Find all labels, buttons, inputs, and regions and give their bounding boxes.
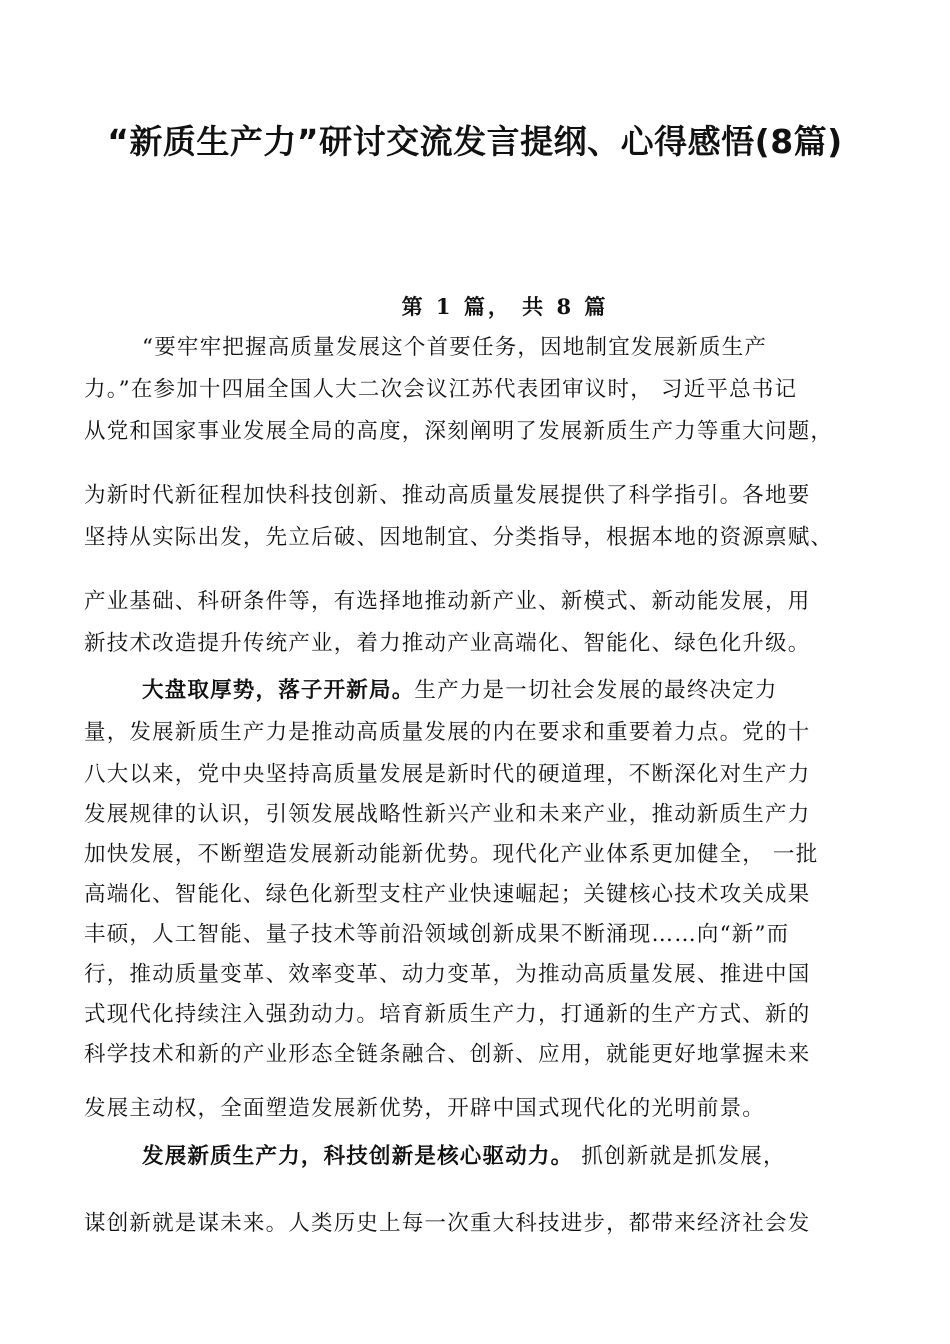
paragraph-lead-heading: 发展新质生产力，科技创新是核心驱动力。 — [142, 1144, 574, 1169]
paragraph-line: 行，推动质量变革、效率变革、动力变革，为推动高质量发展、推进中国 — [84, 962, 811, 987]
paragraph-line: “要牢牢把握高质量发展这个首要任务，因地制宜发展新质生产 — [142, 335, 768, 360]
paragraph-line-text: 抓创新就是抓发展， — [573, 1144, 786, 1169]
paragraph-lead-heading: 大盘取厚势，落子开新局。 — [142, 678, 415, 703]
paragraph-line: 发展主动权，全面塑造发展新优势，开辟中国式现代化的光明前景。 — [84, 1096, 766, 1121]
paragraph-line: 产业基础、科研条件等，有选择地推动新产业、新模式、新动能发展，用 — [84, 589, 811, 614]
document-title: “新质生产力”研讨交流发言提纲、心得感悟(8篇) — [107, 122, 843, 161]
paragraph-line — [142, 680, 778, 702]
part-subheading: 第 1 篇， 共 8 篇 — [401, 294, 609, 319]
paragraph-line: 力。”在参加十四届全国人大二次会议江苏代表团审议时， 习近平总书记 — [84, 377, 798, 402]
paragraph-line: 新技术改造提升传统产业，着力推动产业高端化、智能化、绿色化升级。 — [84, 631, 811, 656]
paragraph-line: 从党和国家事业发展全局的高度，深刻阐明了发展新质生产力等重大问题， — [84, 419, 834, 444]
paragraph-line: 加快发展，不断塑造发展新动能新优势。现代化产业体系更加健全， 一批 — [84, 842, 819, 867]
paragraph-line: 丰硕，人工智能、量子技术等前沿领域创新成果不断涌现……向“新”而 — [84, 922, 790, 947]
paragraph-line: 八大以来，党中央坚持高质量发展是新时代的硬道理，不断深化对生产力 — [84, 762, 811, 787]
paragraph-line: 高端化、智能化、绿色化新型支柱产业快速崛起；关键核心技术攻关成果 — [84, 882, 811, 907]
paragraph-line-text: 生产力是一切社会发展的最终决定力 — [414, 678, 778, 703]
paragraph-line: 为新时代新征程加快科技创新、推动高质量发展提供了科学指引。各地要 — [84, 483, 811, 508]
paragraph-line: 量，发展新质生产力是推动高质量发展的内在要求和重要着力点。党的十 — [84, 720, 811, 745]
paragraph-line: 坚持从实际出发，先立后破、因地制宜、分类指导，根据本地的资源禀赋、 — [84, 525, 834, 550]
paragraph-line: 发展规律的认识，引领发展战略性新兴产业和未来产业，推动新质生产力 — [84, 802, 811, 827]
paragraph-line: 科学技术和新的产业形态全链条融合、创新、应用，就能更好地掌握未来 — [84, 1042, 811, 1067]
paragraph-line — [142, 1146, 786, 1168]
paragraph-line: 式现代化持续注入强劲动力。培育新质生产力，打通新的生产方式、新的 — [84, 1002, 811, 1027]
paragraph-line: 谋创新就是谋未来。人类历史上每一次重大科技进步，都带来经济社会发 — [84, 1211, 811, 1236]
